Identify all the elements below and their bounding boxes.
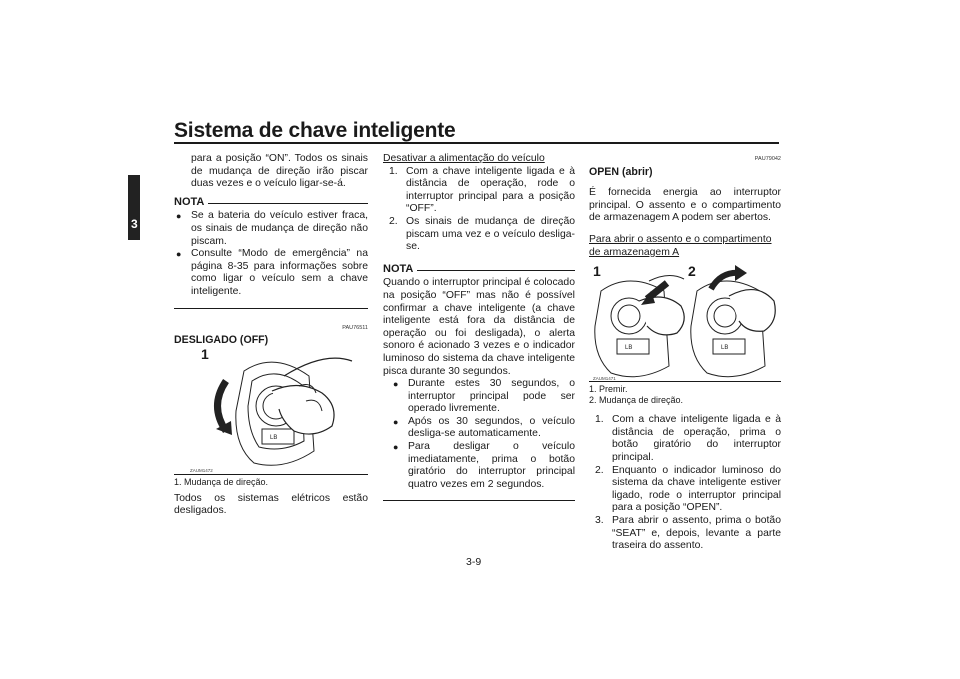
list-item (589, 414, 781, 464)
switch-open-illustration (589, 261, 781, 381)
nota-heading (383, 263, 575, 276)
nota-list (383, 378, 575, 491)
step-number: 2. (389, 215, 398, 227)
subsection-heading: Para abrir o assento e o compartimento de armazenagem A (589, 233, 772, 258)
svg-text:LB: LB (625, 345, 633, 352)
figure-callout: 1 (201, 345, 209, 362)
step-number: 1. (595, 414, 604, 426)
list-item: ● Consulte “Modo de emergência” na página 8-35 para informações sobre como ligar o veículo sem a chave inteligente. (174, 248, 368, 298)
step-text: Com a chave inteligente ligada e à distância de operação, rode o interruptor principal para a posição “OFF”. (406, 165, 575, 215)
body-paragraph: Todos os sistemas elétricos estão desligados. (174, 492, 368, 517)
step-text: Os sinais de mudança de direção piscam uma vez e o veículo desliga-se. (406, 215, 575, 253)
list-item: ● Se a bateria do veículo estiver fraca, os sinais de mudança de direção não piscam. (174, 210, 368, 248)
list-item (589, 465, 781, 515)
section-code: PAU79042 (754, 156, 781, 162)
caption-rule (589, 381, 781, 382)
section-heading: OPEN (abrir) (589, 165, 653, 178)
figure-callout-1: 1 (593, 263, 601, 280)
column-1 (174, 153, 368, 518)
list-item (383, 166, 575, 216)
intro-paragraph: É fornecida energia ao interruptor principal. O assento e o compartimento de armazenagem A podem ser abertos. (589, 187, 781, 224)
nota-end-rule (174, 308, 368, 309)
nota-heading (174, 196, 368, 209)
list-item: ● Para desligar o veículo imediatamente, prima o botão giratório do interruptor principal quatro vezes em 2 segundos. (391, 441, 575, 491)
figure-caption-1: 1. Premir. (589, 384, 628, 395)
svg-text:LB: LB (721, 345, 729, 352)
step-number: 2. (595, 464, 604, 476)
list-item: ● Após os 30 segundos, o veículo desliga-se automaticamente. (391, 416, 575, 441)
chapter-number: 3 (131, 217, 138, 231)
intro-paragraph: para a posição “ON”. Todos os sinais de mudança de direção irão piscar duas vezes e o veículo ligar-se-á. (191, 153, 368, 190)
switch-off-illustration (204, 351, 354, 473)
nota-label: NOTA (174, 195, 205, 208)
nota-paragraph: Quando o interruptor principal é colocado na posição “OFF” mas não é possível confirmar a chave inteligente (a chave inteligente está fora da distância de operação ou foi desligada), o alerta sonoro é acionado 3 vezes e o indicador luminoso do sistema da chave inteligente pisca durante 30 segundos. (383, 277, 575, 377)
step-text: Enquanto o indicador luminoso do sistema da chave inteligente estiver ligado, rode o interruptor principal para a posição “OPEN”. (612, 464, 781, 514)
title-rule (174, 142, 779, 144)
section-code: PAU76511 (342, 324, 368, 331)
step-number: 3. (595, 514, 604, 526)
nota-list (174, 210, 368, 298)
step-text: Para abrir o assento, prima o botão “SEAT” e, depois, levante a parte traseira do assento. (612, 514, 781, 552)
figure-caption: 1. Mudança de direção. (174, 476, 269, 487)
figure-open (589, 261, 781, 381)
step-number: 1. (389, 165, 398, 177)
list-item (589, 515, 781, 553)
page-title: Sistema de chave inteligente (174, 119, 456, 142)
nota-label: NOTA (383, 262, 414, 275)
steps-list (383, 166, 575, 254)
figure-code: ZAUM1471 (593, 376, 616, 382)
figure-code: ZAUM1472 (190, 467, 213, 473)
figure-off (174, 345, 368, 473)
svg-text:LB: LB (270, 434, 278, 441)
subsection-heading: Desativar a alimentação do veículo (383, 153, 545, 164)
column-3 (589, 153, 781, 553)
figure-callout-2: 2 (688, 263, 696, 280)
nota-end-rule (383, 500, 575, 501)
page-number: 3-9 (466, 556, 482, 568)
column-2 (383, 153, 575, 501)
list-item: ● Durante estes 30 segundos, o interruptor principal pode ser operado livremente. (391, 378, 575, 416)
steps-list (589, 414, 781, 553)
list-item (383, 216, 575, 254)
step-text: Com a chave inteligente ligada e à distância de operação, prima o botão giratório do interruptor principal. (612, 414, 781, 463)
figure-caption-2: 2. Mudança de direção. (589, 395, 684, 406)
section-heading: DESLIGADO (OFF) (174, 334, 269, 347)
